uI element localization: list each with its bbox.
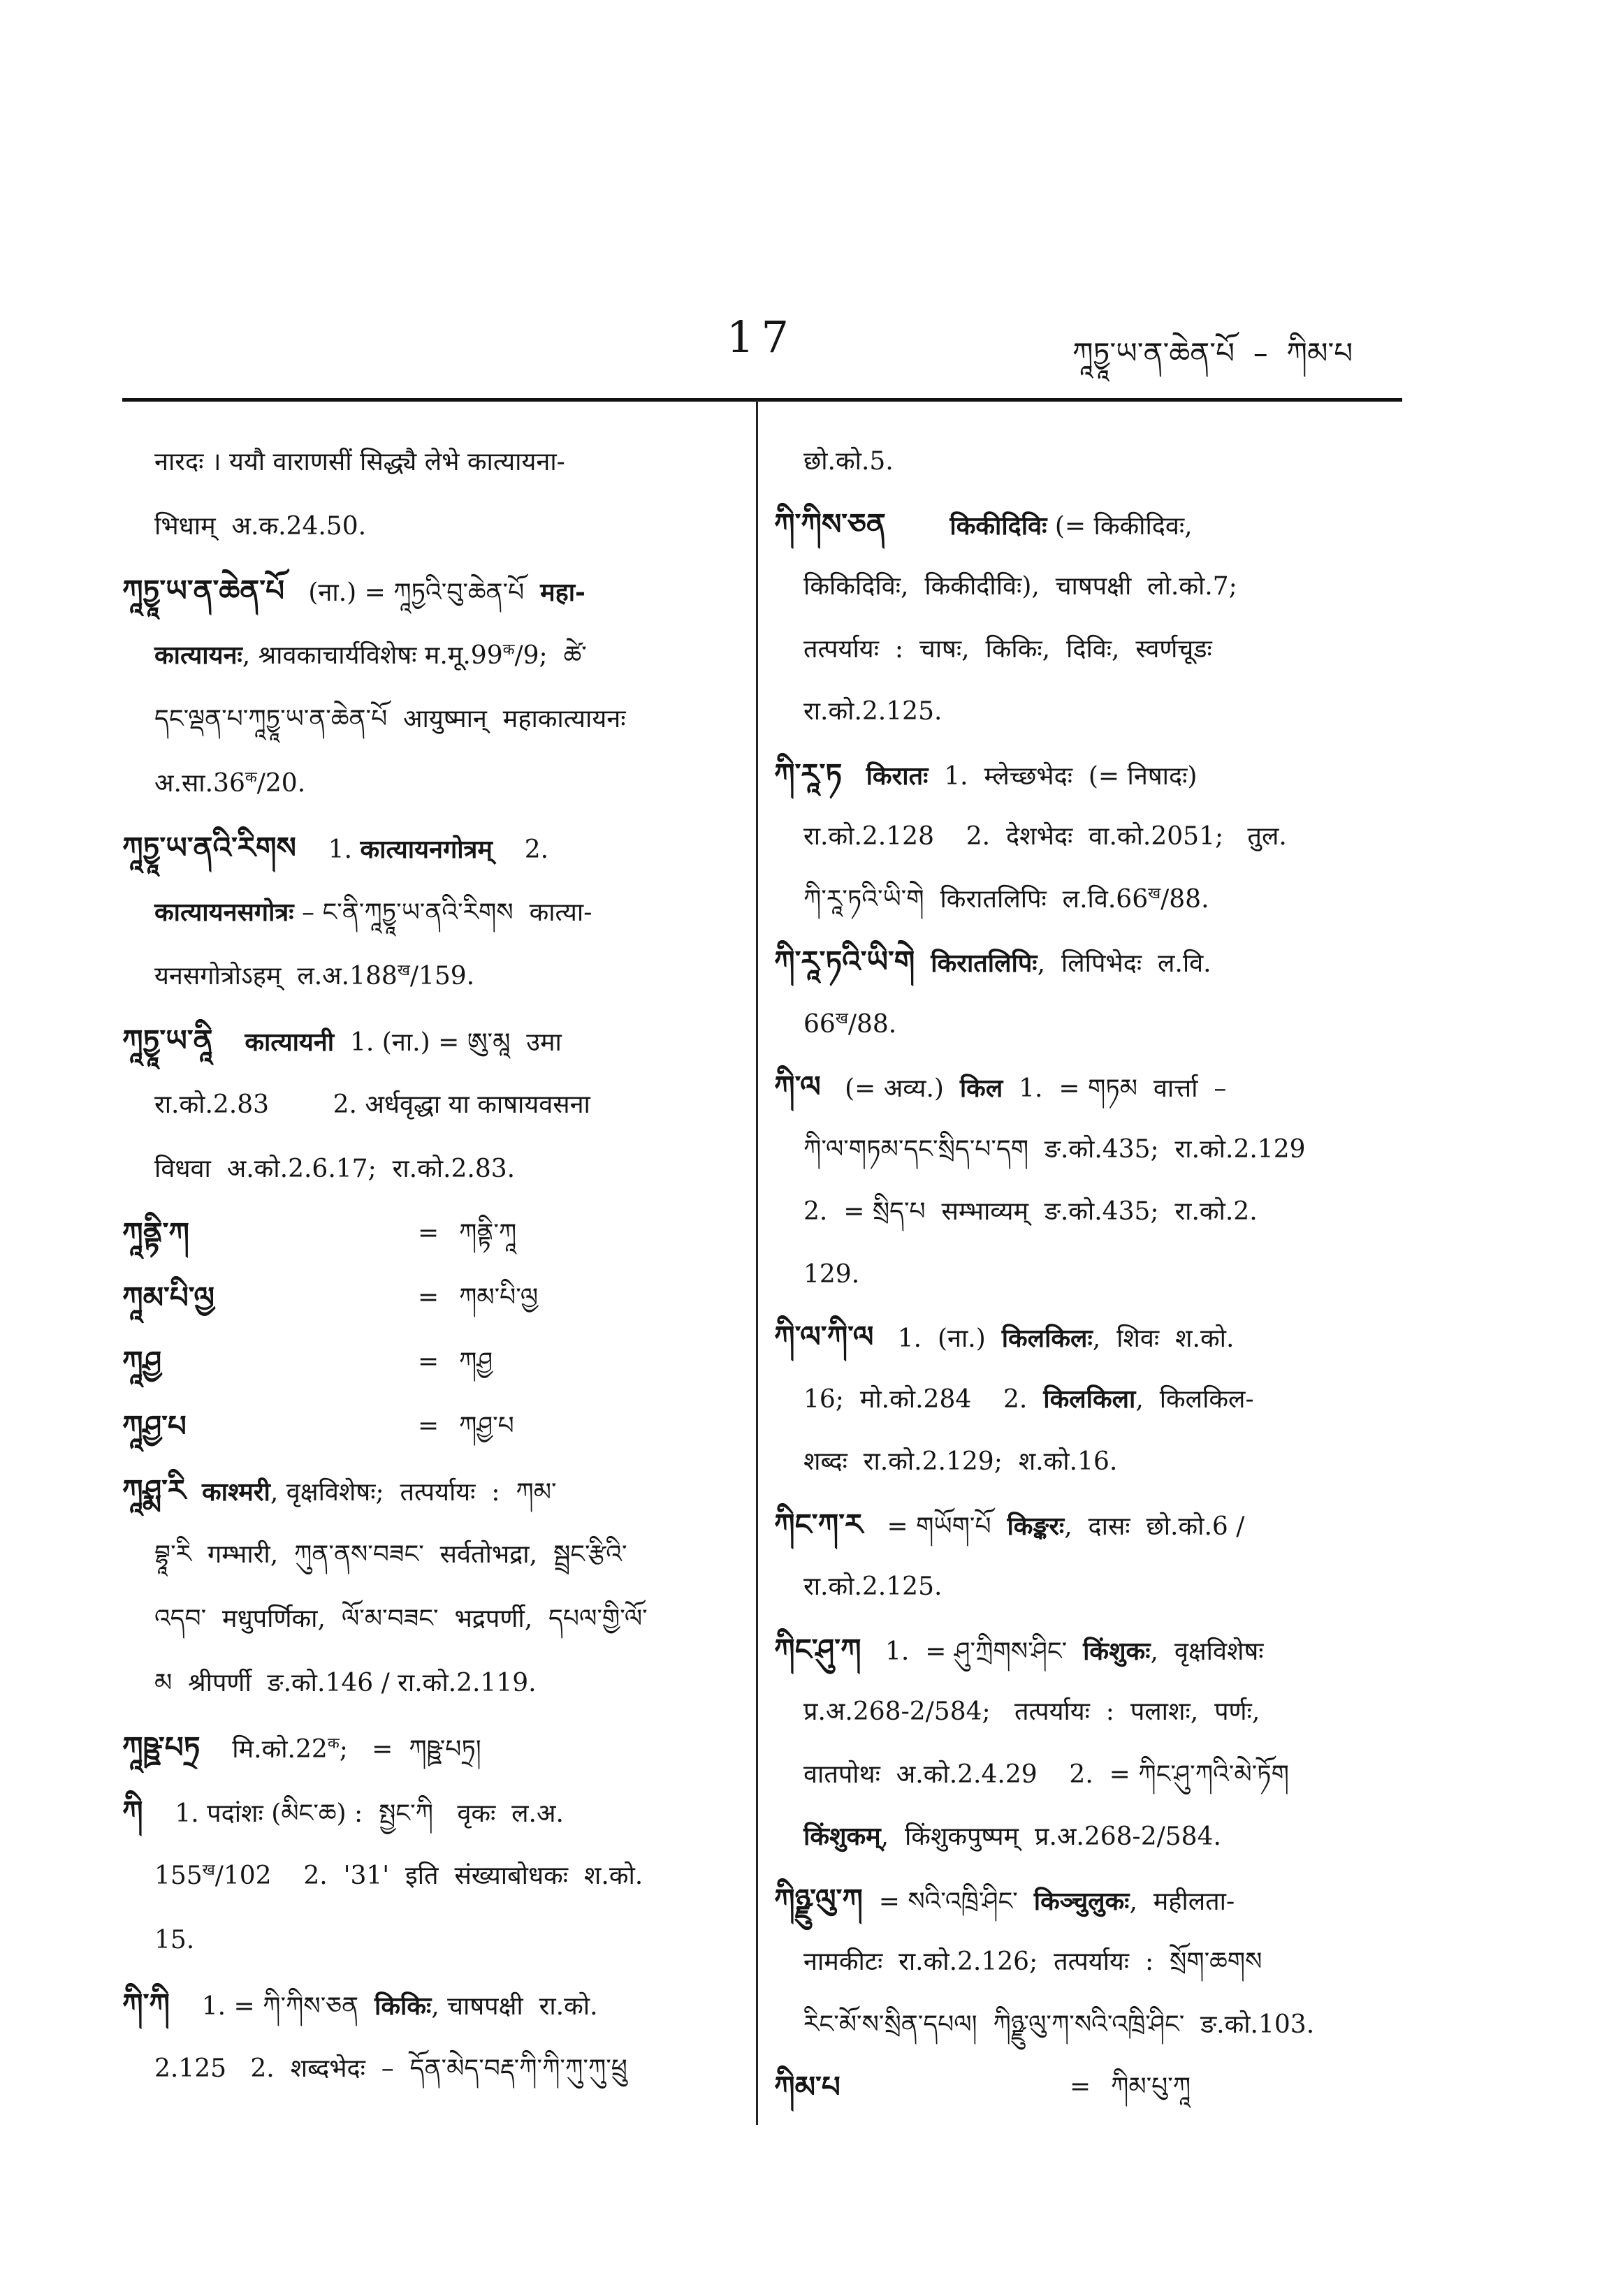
- entry-head-line: [122, 559, 732, 623]
- headword: ཀཱཤྱ: [122, 1345, 162, 1379]
- entry-continuation-line: [122, 752, 732, 816]
- cross-reference-target: ཀཤྱ: [459, 1347, 493, 1376]
- text-run: भिधाम् अ.क.24.50.: [154, 512, 367, 541]
- text-run: 1. = གཏམ वार्त्ता –: [1003, 1074, 1227, 1103]
- text-run: = སའི་འཁྲི་ཤིང་: [862, 1887, 1034, 1916]
- headword: ཀིང་ཤུ་ཀ: [774, 1632, 861, 1667]
- headword: ཀི་རཱ་ཏ: [774, 756, 843, 791]
- headword: ཀི་ཀི: [122, 1987, 170, 2021]
- text-run: , वृक्षविशेषः: [1150, 1637, 1264, 1666]
- equals-sign: =: [1070, 2072, 1091, 2101]
- entry-continuation-line: [774, 1931, 1403, 1994]
- entry-continuation-line: [122, 687, 732, 752]
- entry-continuation-line: [122, 1651, 732, 1716]
- cross-reference-line: [774, 2056, 1403, 2119]
- entry-continuation-line: [774, 1180, 1403, 1243]
- text-run: 1. = ཀི་ཀིས་ཅན: [169, 1992, 375, 2021]
- text-run: (ना.) = ཀཱཏྱའི་བུ་ཆེན་པོ: [284, 578, 541, 607]
- entry-head-line: [774, 1869, 1403, 1931]
- headword: ཀིཉྫུ་ལུ་ཀ: [774, 1882, 863, 1917]
- entry-continuation-line: [774, 1118, 1403, 1181]
- text-run: नामकीटः रा.को.2.126; तत्पर्यायः : སྲོག་ཆགས: [803, 1947, 1262, 1976]
- entry-continuation-line: [122, 1844, 732, 1908]
- sanskrit-term: किल: [959, 1074, 1003, 1103]
- text-run: 1.: [296, 835, 361, 864]
- text-run: [213, 1028, 245, 1057]
- folio-side-superscript: ख: [397, 962, 410, 979]
- entry-continuation-line: [122, 623, 732, 687]
- entry-head-line: [774, 493, 1403, 556]
- text-run: रा.को.2.125.: [803, 1572, 942, 1601]
- text-run: मि.को.22: [200, 1735, 328, 1764]
- sanskrit-term: महा-: [540, 578, 585, 607]
- headword: ཀཱཏྱཱ་ཡ་ནའི་རིགས: [122, 831, 296, 865]
- text-run: 1. पदांशः (མིང་ཆ) : སྤྱང་ཀི वृकः ल.अ.: [143, 1799, 564, 1828]
- sanskrit-term: कात्यायनी: [245, 1028, 335, 1057]
- sanskrit-term: किंशुकः: [1083, 1636, 1151, 1666]
- cross-reference-line: [122, 1201, 732, 1266]
- text-run: 15.: [154, 1926, 195, 1954]
- entry-continuation-line: [774, 1806, 1403, 1869]
- entry-continuation-line: [122, 1073, 732, 1137]
- text-run: རིང་མོ་ས་སྲིན་དཔལ། ཀིཉྫུ་ལུ་ཀ་སའི་འཁྲི་ཤིང་ ङ.को.103.: [803, 2010, 1315, 2039]
- entry-head-line: [774, 743, 1403, 806]
- entry-continuation-line: [122, 1908, 732, 1973]
- entry-continuation-line: [774, 680, 1403, 743]
- entry-head-line: [774, 930, 1403, 993]
- text-run: /102 2. '31' इति संख्याबोधकः श.को.: [214, 1862, 643, 1890]
- text-run: /159.: [409, 962, 475, 990]
- text-run: , वृक्षविशेषः; तत्पर्यायः : ཀམ་: [270, 1478, 557, 1507]
- entry-head-line: [122, 1458, 732, 1523]
- text-run: ཀི་ལ་གཏམ་དང་སྲིད་པ་དག ङ.को.435; रा.को.2.129: [803, 1134, 1306, 1164]
- entry-continuation-line: [774, 868, 1403, 931]
- entry-continuation-line: [774, 805, 1403, 868]
- entry-head-line: [774, 1055, 1403, 1118]
- headword: ཀཱཥྛ་པཏྲ: [122, 1730, 201, 1764]
- entry-continuation-line: [122, 1137, 732, 1201]
- text-run: [842, 762, 866, 791]
- text-run: यनसगोत्रोऽहम् ल.अ.188: [154, 962, 398, 990]
- cross-reference-target: ཀཤྱ་པ: [459, 1412, 514, 1440]
- cross-reference-target: ཀམ་པི་ལྱ: [459, 1283, 539, 1312]
- text-run: 155: [154, 1862, 203, 1890]
- text-run: 2. = སྲིད་པ सम्भाव्यम् ङ.को.435; रा.को.2.: [803, 1197, 1258, 1226]
- headword: ཀིང་ཀ་ར: [774, 1507, 864, 1542]
- sanskrit-term: काश्मरी: [202, 1477, 270, 1507]
- text-run: [886, 512, 950, 541]
- text-run: 129.: [803, 1259, 860, 1289]
- text-run: 2.: [492, 835, 549, 864]
- text-run: अ.सा.36: [154, 769, 245, 798]
- cross-reference-target: ཀནྟི་ཀཱ: [459, 1219, 517, 1248]
- text-run: नारदः । ययौ वाराणसीं सिद्ध्यै लेभे कात्यायना-: [154, 448, 565, 476]
- text-run: དང་ལྡན་པ་ཀཱཏྱཱ་ཡ་ན་ཆེན་པོ आयुष्मान् महाकात्यायनः: [154, 705, 626, 733]
- text-run: , चाषपक्षी रा.को.: [431, 1992, 598, 2021]
- text-run: वातपोथः अ.को.2.4.29 2. = ཀིང་ཤུ་ཀའི་མེ་ཏོག: [803, 1760, 1289, 1789]
- entry-continuation-line: [774, 1681, 1403, 1743]
- text-run: विधवा अ.को.2.6.17; रा.को.2.83.: [154, 1155, 516, 1183]
- entry-continuation-line: [774, 1431, 1403, 1493]
- cross-reference-target: ཀིམ་པུ་ཀཱ: [1111, 2072, 1191, 2101]
- text-run: མ श्रीपर्णी ङ.को.146 / रा.को.2.119.: [154, 1669, 537, 1697]
- sanskrit-term: किकिः: [374, 1991, 432, 2021]
- entry-continuation-line: [122, 1587, 732, 1651]
- column-right: [774, 430, 1403, 2119]
- entry-continuation-line: [774, 1243, 1403, 1306]
- entry-continuation-line: [122, 2037, 732, 2101]
- text-run: /9; ཚེ་: [514, 641, 587, 670]
- running-head-guide-words: ཀཱཏྱཱ་ཡ་ན་ཆེན་པོ – ཀིམ་པ: [1072, 336, 1353, 370]
- sanskrit-term: किरातलिपिः: [931, 949, 1038, 978]
- text-run: 66: [803, 1009, 836, 1039]
- entry-head-line: [122, 1973, 732, 2037]
- headword: ཀཱཤྱ་པ: [122, 1409, 187, 1443]
- text-run: 1. (ना.): [873, 1324, 1002, 1353]
- sanskrit-term: कात्यायनगोत्रम्: [360, 835, 493, 864]
- equals-sign: =: [418, 1283, 439, 1312]
- entry-head-line: [122, 1716, 732, 1780]
- text-run: शब्दः रा.को.2.129; श.को.16.: [803, 1447, 1118, 1476]
- headword: ཀིམ་པ: [774, 2070, 840, 2104]
- sanskrit-term: कात्यायनसगोत्रः: [154, 898, 294, 927]
- text-run: 16; मो.को.284 2.: [803, 1384, 1044, 1414]
- entry-head-line: [122, 816, 732, 880]
- text-run: = གཡོག་པོ: [863, 1512, 1007, 1541]
- folio-side-superscript: ख: [1148, 884, 1161, 902]
- entry-head-line: [774, 1493, 1403, 1556]
- entry-continuation-line: [774, 555, 1403, 618]
- entry-continuation-line: [774, 1994, 1403, 2056]
- column-left: [122, 430, 732, 2101]
- text-run: रा.को.2.125.: [803, 697, 942, 726]
- equals-sign: =: [418, 1412, 439, 1440]
- sanskrit-term: कात्यायनः: [154, 641, 242, 670]
- text-run: रा.को.2.128 2. देशभेदः वा.को.2051; तुल.: [803, 822, 1287, 851]
- sanskrit-term: किलकिला: [1043, 1384, 1136, 1414]
- sanskrit-term: किङ्करः: [1007, 1511, 1065, 1541]
- entry-continuation-line: [122, 1523, 732, 1587]
- folio-side-superscript: क: [327, 1735, 340, 1753]
- text-run: (= किकीदिवः,: [1047, 511, 1193, 541]
- text-run: , दासः छो.को.6 /: [1064, 1512, 1245, 1541]
- equals-sign: =: [418, 1219, 439, 1248]
- text-run: 1. = ཤུ་ཀྲིགས་ཤིང་: [861, 1637, 1084, 1666]
- headword: ཀཱཏྱཱ་ཡ་ན་ཆེན་པོ: [122, 573, 285, 608]
- sanskrit-term: किंशुकम्: [803, 1822, 881, 1851]
- text-run: छो.को.5.: [803, 447, 894, 476]
- folio-side-superscript: क: [502, 641, 515, 659]
- headword: ཀཱཤྨ་རི: [122, 1473, 187, 1507]
- sanskrit-term: किकीदिविः: [949, 511, 1047, 541]
- equals-sign: =: [418, 1347, 439, 1376]
- text-run: /88.: [1160, 884, 1209, 914]
- entry-continuation-line: [774, 1368, 1403, 1431]
- page-number: 17: [727, 312, 796, 363]
- entry-head-line: [774, 1618, 1403, 1681]
- text-run: [186, 1478, 202, 1507]
- headword: ཀི་རཱ་ཏའི་ཡི་གེ: [774, 944, 915, 979]
- text-run: ཀི་རཱ་ཏའི་ཡི་གེ किरातलिपिः ल.वि.66: [803, 884, 1149, 914]
- cross-reference-line: [122, 1330, 732, 1394]
- headword: ཀཱནྟི་ཀ: [122, 1216, 189, 1250]
- entry-continuation-line: [122, 430, 732, 495]
- entry-continuation-line: [122, 880, 732, 944]
- text-run: , किंशुकपुष्पम् प्र.अ.268-2/584.: [880, 1822, 1221, 1851]
- text-run: བྷཱ་རི गम्भारी, ཀུན་ནས་བཟང་ सर्वतोभद्रा, སྦྲང་རྩིའི་: [154, 1540, 627, 1569]
- text-run: འདབ་ मधुपर्णिका, ལོ་མ་བཟང་ भद्रपर्णी, དཔལ་གྱི་ལོ་: [154, 1604, 648, 1633]
- entry-continuation-line: [774, 430, 1403, 493]
- entry-continuation-line: [774, 1556, 1403, 1618]
- text-run: , श्रावकाचार्यविशेषः म.मू.99: [242, 641, 503, 670]
- text-run: 1. म्लेच्छभेदः (= निषादः): [928, 761, 1198, 791]
- entry-continuation-line: [774, 1743, 1403, 1806]
- headword: ཀཱཏྱཱ་ཡ་ནཱི: [122, 1023, 213, 1058]
- text-run: , महीलता-: [1129, 1887, 1235, 1916]
- text-run: /20.: [256, 769, 306, 798]
- cross-reference-line: [122, 1266, 732, 1330]
- sanskrit-term: किरातः: [866, 761, 929, 791]
- headword: ཀི་ཀིས་ཅན: [774, 506, 886, 541]
- text-run: [915, 949, 931, 978]
- text-run: किकिदिविः, किकीदीविः), चाषपक्षी लो.को.7;: [803, 572, 1237, 601]
- headword: ཀི་ལ: [774, 1069, 821, 1104]
- header-rule: [122, 398, 1402, 402]
- text-run: ; = ཀཥྛ་པཏྲ།: [339, 1735, 481, 1764]
- sanskrit-term: किञ्चुलुकः: [1033, 1886, 1130, 1916]
- text-run: 2.125 2. शब्दभेदः – དོན་མེད་བརྡ་ཀི་ཀི་ཀུ་ཀུ་ཕྲུ: [154, 2054, 627, 2083]
- text-run: प्र.अ.268-2/584; तत्पर्यायः : पलाशः, पर्णः,: [803, 1697, 1260, 1726]
- sanskrit-term: किलकिलः: [1001, 1324, 1093, 1353]
- text-run: , किलकिल-: [1135, 1384, 1254, 1414]
- entry-head-line: [122, 1009, 732, 1073]
- headword: ཀཱམ་པི་ལྱ: [122, 1280, 215, 1315]
- folio-side-superscript: क: [245, 769, 257, 787]
- text-run: /88.: [847, 1009, 897, 1039]
- entry-continuation-line: [122, 944, 732, 1009]
- headword: ཀི་ལ་ཀི་ལ: [774, 1319, 874, 1354]
- text-run: रा.को.2.83 2. अर्धवृद्धा या काषायवसना: [154, 1090, 590, 1119]
- entry-head-line: [774, 1306, 1403, 1368]
- column-divider: [756, 400, 758, 2125]
- entry-head-line: [122, 1780, 732, 1844]
- text-run: , लिपिभेदः ल.वि.: [1037, 949, 1211, 978]
- text-run: (= अव्य.): [820, 1074, 960, 1103]
- text-run: 1. (ना.) = ཨུ་མཱ उमा: [334, 1028, 562, 1057]
- text-run: , शिवः श.को.: [1092, 1324, 1235, 1353]
- folio-side-superscript: ख: [835, 1009, 848, 1028]
- entry-continuation-line: [774, 993, 1403, 1056]
- text-run: तत्पर्यायः : चाषः, किकिः, दिविः, स्वर्णचूडः: [803, 634, 1212, 664]
- cross-reference-line: [122, 1394, 732, 1458]
- folio-side-superscript: ख: [202, 1862, 215, 1879]
- entry-continuation-line: [122, 495, 732, 559]
- entry-continuation-line: [774, 618, 1403, 681]
- text-run: – ང་ནི་ཀཱཏྱཱ་ཡ་ནའི་རིགས कात्या-: [293, 898, 592, 927]
- headword: ཀི: [122, 1794, 143, 1829]
